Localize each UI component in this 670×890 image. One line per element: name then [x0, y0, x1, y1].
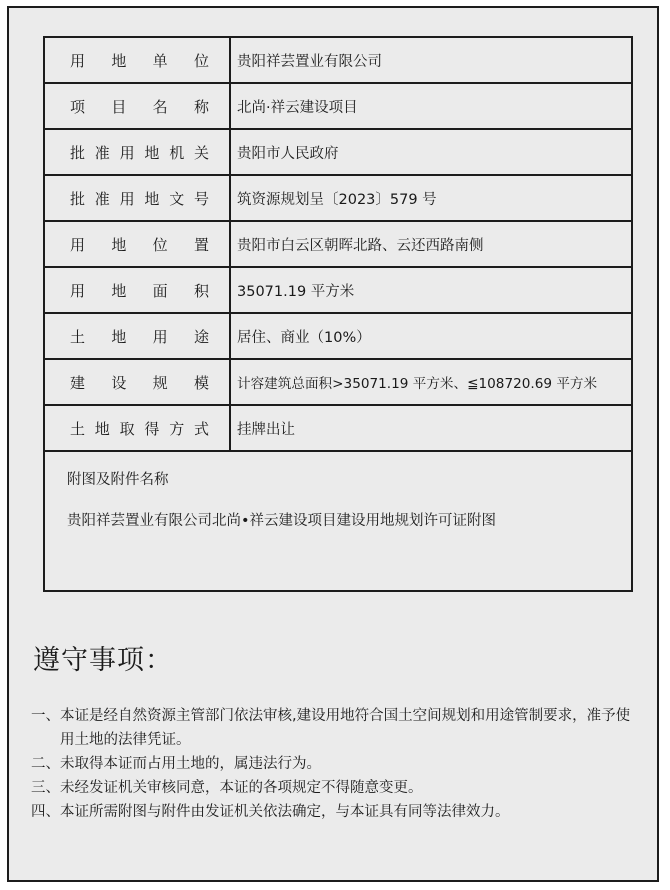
- label-char: 机: [169, 143, 185, 162]
- label-char: 置: [193, 235, 209, 254]
- notice-text: 未经发证机关审核同意，本证的各项规定不得随意变更。: [60, 780, 423, 796]
- label-char: 得: [144, 419, 160, 438]
- label-char: 准: [94, 189, 110, 208]
- notice-item: [31, 776, 643, 800]
- label-char: 建: [70, 373, 86, 392]
- label-char: 规: [152, 373, 168, 392]
- value-approval-authority: 贵阳市人民政府: [237, 145, 339, 162]
- label-land-location: [45, 222, 231, 266]
- notice-number: 四、: [31, 804, 60, 820]
- notice-list: [31, 704, 643, 824]
- value-land-unit: 贵阳祥芸置业有限公司: [237, 53, 382, 70]
- label-construction-scale: [45, 360, 231, 404]
- label-approval-authority: [45, 130, 231, 174]
- notice-text: 本证所需附图与附件由发证机关依法确定，与本证具有同等法律效力。: [60, 804, 510, 820]
- attachments-title: 附图及附件名称: [67, 472, 169, 488]
- label-char: 设: [111, 373, 127, 392]
- label-approval-document: [45, 176, 231, 220]
- label-land-area: [45, 268, 231, 312]
- label-char: 项: [70, 97, 86, 116]
- label-char: 目: [111, 97, 127, 116]
- label-char: 地: [144, 189, 160, 208]
- label-char: 批: [70, 143, 86, 162]
- label-char: 地: [144, 143, 160, 162]
- land-info-table: [43, 36, 633, 592]
- table-row-acquisition-method: [45, 406, 631, 452]
- table-row-land-location: [45, 222, 631, 268]
- value-project-name: 北尚·祥云建设项目: [237, 99, 358, 116]
- label-char: 位: [152, 235, 168, 254]
- label-char: 用: [70, 281, 86, 300]
- attachments-section: [45, 452, 631, 590]
- notice-number: 一、: [31, 708, 60, 724]
- label-char: 用: [70, 235, 86, 254]
- label-char: 号: [193, 189, 209, 208]
- label-char: 地: [111, 327, 127, 346]
- label-char: 取: [119, 419, 135, 438]
- label-land-use: [45, 314, 231, 358]
- label-char: 准: [94, 143, 110, 162]
- notice-number: 二、: [31, 756, 60, 772]
- label-char: 用: [119, 143, 135, 162]
- notice-text: 未取得本证而占用土地的，属违法行为。: [60, 756, 321, 772]
- label-land-unit: [45, 38, 231, 82]
- label-char: 途: [193, 327, 209, 346]
- label-char: 方: [169, 419, 185, 438]
- notice-item: [31, 704, 643, 752]
- label-char: 文: [169, 189, 185, 208]
- label-char: 模: [193, 373, 209, 392]
- value-construction-scale: 计容建筑总面积>35071.19 平方米、≦108720.69 平方米: [237, 376, 598, 392]
- table-row-project-name: [45, 84, 631, 130]
- label-char: 土: [70, 327, 86, 346]
- notice-title: 遵守事项：: [33, 645, 173, 676]
- value-land-area: 35071.19 平方米: [237, 283, 355, 300]
- label-char: 批: [70, 189, 86, 208]
- label-char: 地: [94, 419, 110, 438]
- label-project-name: [45, 84, 231, 128]
- label-char: 积: [193, 281, 209, 300]
- label-char: 土: [70, 419, 86, 438]
- notice-item: [31, 752, 643, 776]
- label-char: 位: [193, 51, 209, 70]
- label-char: 地: [111, 235, 127, 254]
- label-char: 用: [152, 327, 168, 346]
- value-land-location: 贵阳市白云区朝晖北路、云还西路南侧: [237, 237, 484, 254]
- notice-item: [31, 800, 643, 824]
- value-acquisition-method: 挂牌出让: [237, 421, 295, 438]
- label-char: 式: [193, 419, 209, 438]
- table-row-land-area: [45, 268, 631, 314]
- table-row-land-unit: [45, 38, 631, 84]
- label-char: 用: [119, 189, 135, 208]
- notice-text: 本证是经自然资源主管部门依法审核,建设用地符合国土空间规划和用途管制要求，准予使用土地的法律凭证。: [60, 708, 631, 748]
- label-acquisition-method: [45, 406, 231, 450]
- label-char: 单: [152, 51, 168, 70]
- table-row-approval-document: [45, 176, 631, 222]
- table-row-construction-scale: [45, 360, 631, 406]
- attachments-item: 贵阳祥芸置业有限公司北尚•祥云建设项目建设用地规划许可证附图: [67, 513, 497, 529]
- certificate-page: [7, 6, 659, 882]
- value-land-use: 居住、商业（10%）: [237, 329, 371, 346]
- label-char: 用: [70, 51, 86, 70]
- value-approval-document: 筑资源规划呈〔2023〕579 号: [237, 191, 437, 208]
- label-char: 关: [193, 143, 209, 162]
- label-char: 地: [111, 281, 127, 300]
- table-row-land-use: [45, 314, 631, 360]
- table-row-approval-authority: [45, 130, 631, 176]
- label-char: 地: [111, 51, 127, 70]
- label-char: 名: [152, 97, 168, 116]
- notice-number: 三、: [31, 780, 60, 796]
- label-char: 称: [193, 97, 209, 116]
- label-char: 面: [152, 281, 168, 300]
